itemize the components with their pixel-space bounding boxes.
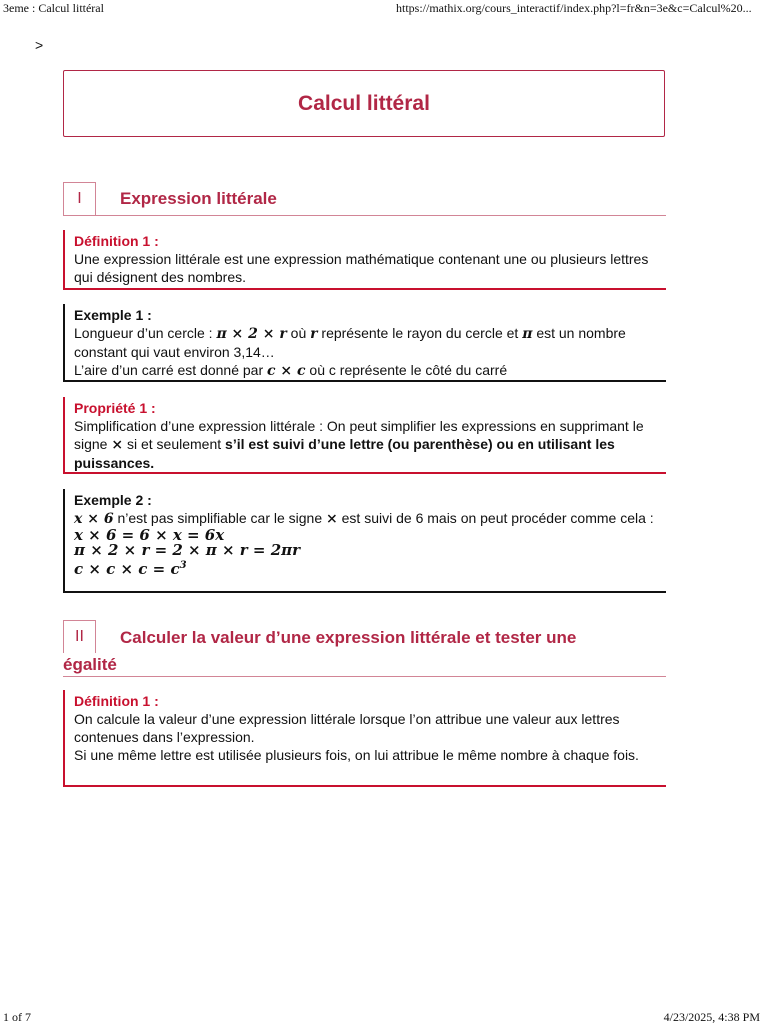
print-header-title: 3eme : Calcul littéral [3, 1, 104, 15]
math-expression: π × 2 × r [216, 326, 287, 342]
example-text: est suivi de 6 mais on peut procéder comme cela : [337, 510, 654, 526]
math-equation [74, 558, 662, 577]
math-variable: r [310, 326, 318, 342]
definition-text: Une expression littérale est une expression mathématique contenant une ou plusieurs lettres qui désignent des nombres. [74, 251, 649, 285]
math-exponent: 3 [179, 560, 187, 571]
definition-label: Définition 1 : [74, 693, 159, 709]
definition-text: On calcule la valeur d’une expression littérale lorsque l’on attribue une valeur aux lettres contenues dans l’expression. [74, 711, 620, 745]
definition-label: Définition 1 : [74, 233, 159, 249]
section-title-line-2: égalité [63, 655, 117, 674]
page-title: Calcul littéral [298, 91, 430, 115]
property-text-part: Simplification d’une expression littérale : On peut simplifier les expressions en supprimant le signe [74, 418, 644, 452]
example-text: où [286, 325, 311, 341]
times-symbol: × [326, 511, 338, 527]
print-footer-datetime: 4/23/2025, 4:38 PM [663, 1010, 760, 1024]
math-equation: x × 6 = 6 × x = 6x [74, 526, 225, 544]
example-label: Exemple 2 : [74, 492, 152, 508]
property-emphasis: s’il est suivi d’une lettre (ou parenthèse) ou en utilisant les puissances. [74, 436, 615, 471]
example-text: représente le rayon du cercle et [317, 325, 523, 341]
example-text: est un nombre constant qui vaut environ 3,14… [74, 325, 626, 360]
section-header-2 [63, 620, 666, 677]
definition-block [63, 690, 666, 787]
property-text [74, 417, 662, 472]
math-expression: c × c [267, 363, 306, 379]
breadcrumb[interactable]: > [35, 37, 44, 53]
definition-text: Si une même lettre est utilisée plusieurs fois, on lui attribue le même nombre à chaque fois. [74, 747, 639, 763]
print-header-url: https://mathix.org/cours_interactif/index.php?l=fr&n=3e&c=Calcul%20... [396, 1, 752, 15]
math-variable: π [522, 326, 533, 342]
definition-block [63, 230, 666, 290]
math-expression: x × 6 [74, 511, 114, 527]
example-line [74, 324, 662, 361]
section-title-line-1: Calculer la valeur d’une expression littérale et tester une [120, 628, 577, 647]
math-equation-base: c × c × c = c [74, 560, 180, 578]
section-number: II [63, 620, 96, 653]
print-footer-page: 1 of 7 [3, 1010, 31, 1024]
property-text-part: si et seulement [123, 436, 226, 452]
times-symbol: × [111, 437, 124, 453]
example-line [74, 361, 662, 380]
section-title: Expression littérale [120, 189, 277, 208]
section-header-1 [63, 182, 666, 216]
page-title-box [63, 70, 665, 137]
example-block [63, 489, 666, 593]
property-label: Propriété 1 : [74, 400, 156, 416]
example-text: L’aire d’un carré est donné par [74, 362, 268, 378]
property-block [63, 397, 666, 474]
example-text: Longueur d’un cercle : [74, 325, 217, 341]
example-text: n’est pas simplifiable car le signe [113, 510, 327, 526]
section-number: I [63, 182, 96, 215]
example-label: Exemple 1 : [74, 307, 152, 323]
example-text: où c représente le côté du carré [305, 362, 508, 378]
math-equation: π × 2 × r = 2 × π × r = 2πr [74, 541, 301, 559]
example-block [63, 304, 666, 382]
